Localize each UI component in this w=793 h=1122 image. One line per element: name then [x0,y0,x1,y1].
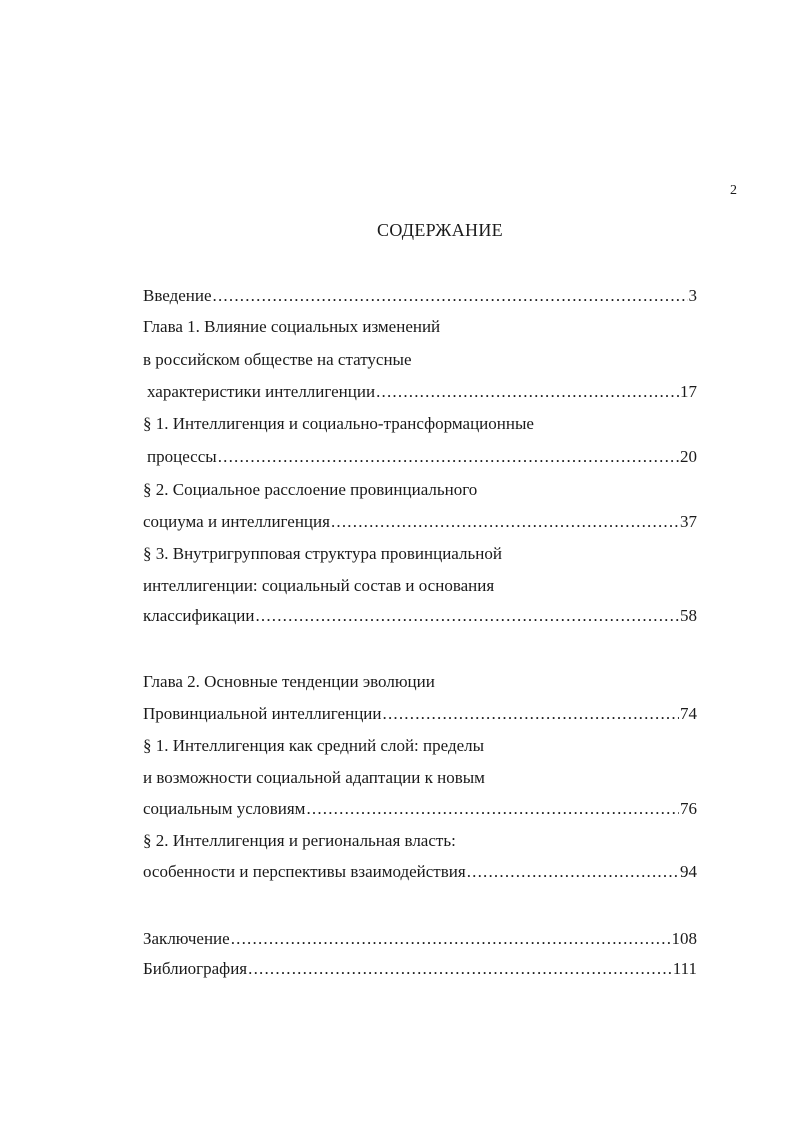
toc-entry-label: Заключение [143,929,230,948]
toc-entry-introduction [143,285,697,307]
toc-entry-page: 17 [680,382,697,401]
toc-entry-chapter-1-line-1: Глава 1. Влияние социальных изменений [143,317,441,336]
toc-entry-page: 74 [680,704,697,723]
toc-entry-page: 108 [671,929,697,948]
toc-entry-label: Провинциальной интеллигенции [143,704,382,723]
toc-entry-chapter-2 [143,703,697,725]
dot-leader [218,446,679,468]
toc-entry-section-2-2-line-1: § 2. Интеллигенция и региональная власть: [143,831,456,850]
toc-entry-page: 111 [672,959,697,978]
toc-entry-label: социальным условиям [143,799,306,818]
page-number: 2 [730,183,737,198]
toc-entry-conclusion [143,928,697,950]
toc-entry-section-1-2-line-1: § 2. Социальное расслоение провинциального [143,480,478,499]
toc-entry-page: 94 [680,862,697,881]
page-title: СОДЕРЖАНИЕ [377,220,503,240]
toc-entry-page: 37 [680,512,697,531]
toc-entry-bibliography [143,958,697,980]
toc-entry-section-1-1 [147,446,697,468]
dot-leader [248,958,672,980]
dot-leader [255,605,679,627]
toc-entry-label: Введение [143,286,212,305]
toc-entry-section-2-2 [143,861,697,883]
toc-entry-page: 3 [688,286,697,305]
dot-leader [213,285,688,307]
toc-entry-page: 76 [680,799,697,818]
dot-leader [231,928,671,950]
toc-entry-section-1-3 [143,605,697,627]
toc-entry-label: процессы [147,447,217,466]
toc-entry-label: характеристики интеллигенции [147,382,376,401]
toc-entry-label: социума и интеллигенция [143,512,330,531]
toc-entry-section-1-3-line-1: § 3. Внутригрупповая структура провинциальной [143,544,502,563]
toc-entry-label: Библиография [143,959,248,978]
toc-entry-page: 58 [680,606,697,625]
dot-leader [383,703,680,725]
dot-leader [331,511,679,533]
toc-entry-chapter-1 [147,381,697,403]
dot-leader [306,798,679,820]
toc-entry-section-2-1-line-2: и возможности социальной адаптации к новым [143,768,485,787]
toc-entry-page: 20 [680,447,697,466]
toc-entry-section-1-1-line-1: § 1. Интеллигенция и социально-трансформационные [143,414,534,433]
toc-entry-section-1-2 [143,511,697,533]
toc-entry-label: классификации [143,606,255,625]
toc-entry-section-1-3-line-2: интеллигенции: социальный состав и основания [143,576,495,595]
toc-entry-label: особенности и перспективы взаимодействия [143,862,466,881]
toc-entry-chapter-1-line-2: в российском обществе на статусные [143,350,412,369]
dot-leader [467,861,679,883]
toc-entry-section-2-1 [143,798,697,820]
dot-leader [376,381,679,403]
toc-entry-section-2-1-line-1: § 1. Интеллигенция как средний слой: пределы [143,736,485,755]
toc-entry-chapter-2-line-1: Глава 2. Основные тенденции эволюции [143,672,435,691]
